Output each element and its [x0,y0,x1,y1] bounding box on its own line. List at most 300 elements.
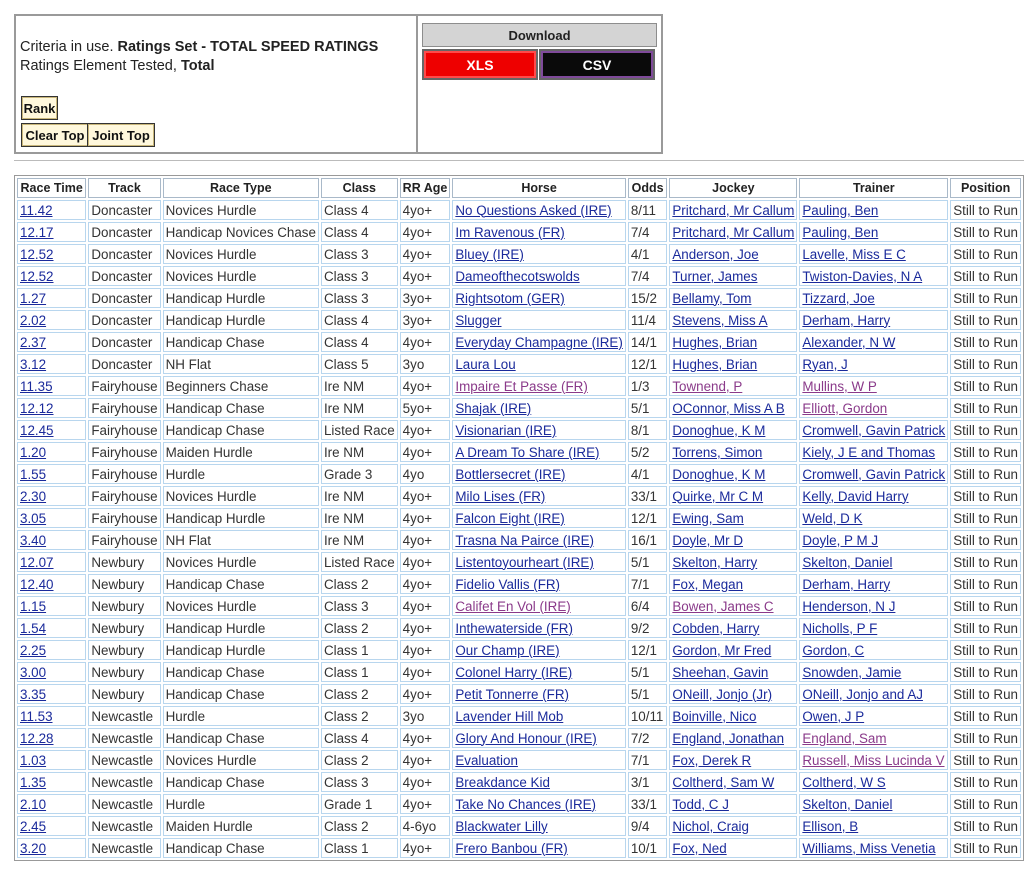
trainer-link[interactable]: England, Sam [802,730,887,746]
track-text: Doncaster [91,356,153,372]
race-time-link[interactable]: 3.12 [20,356,47,372]
cell-position [950,552,1021,572]
trainer-link[interactable]: Tizzard, Joe [802,290,875,306]
cell-race-time[interactable] [17,310,86,330]
trainer-link[interactable]: Derham, Harry [802,576,891,592]
rr-age-text: 4yo+ [402,444,433,460]
horse-link[interactable]: Dameofthecotswolds [455,268,580,284]
race-time-link[interactable]: 12.28 [20,730,54,746]
xls-download-button[interactable]: XLS [422,49,538,80]
trainer-link[interactable]: Kelly, David Harry [802,488,909,504]
cell-jockey[interactable] [669,618,797,638]
cell-trainer[interactable] [799,794,948,814]
trainer-link[interactable]: Ellison, B [802,818,859,834]
cell-jockey[interactable] [669,684,797,704]
position-text: Still to Run [953,818,1018,834]
cell-horse[interactable] [452,398,625,418]
race-time-link[interactable]: 1.35 [20,774,47,790]
jockey-link[interactable]: Pritchard, Mr Callum [672,224,795,240]
trainer-link[interactable]: Lavelle, Miss E C [802,246,906,262]
horse-link[interactable]: Petit Tonnerre (FR) [455,686,569,702]
table-row [17,552,1021,572]
cell-trainer[interactable] [799,596,948,616]
cell-race-time[interactable] [17,794,86,814]
position-text: Still to Run [953,224,1018,240]
cell-trainer[interactable] [799,354,948,374]
cell-trainer[interactable] [799,486,948,506]
odds-text: 5/2 [630,444,650,460]
results-table [14,175,1024,861]
cell-jockey[interactable] [669,574,797,594]
trainer-link[interactable]: Skelton, Daniel [802,554,893,570]
cell-race-type [163,222,319,242]
cell-race-type [163,398,319,418]
race-time-link[interactable]: 11.53 [20,708,53,724]
track-text: Newbury [91,664,145,680]
cell-trainer[interactable] [799,442,948,462]
race-time-link[interactable]: 1.20 [20,444,47,460]
cell-race-time[interactable] [17,684,86,704]
horse-link[interactable]: Falcon Eight (IRE) [455,510,565,526]
cell-class [321,376,398,396]
cell-class [321,420,398,440]
race-time-link[interactable]: 1.27 [20,290,47,306]
cell-race-time[interactable] [17,640,86,660]
jockey-link[interactable]: Cobden, Harry [672,620,760,636]
race-type-text: Novices Hurdle [165,554,257,570]
race-time-link[interactable]: 11.35 [20,378,53,394]
cell-jockey[interactable] [669,420,797,440]
track-text: Doncaster [91,268,153,284]
cell-jockey[interactable] [669,354,797,374]
cell-race-time[interactable] [17,244,86,264]
class-text: Class 2 [323,686,369,702]
cell-jockey[interactable] [669,508,797,528]
table-row [17,420,1021,440]
trainer-link[interactable]: Ryan, J [802,356,848,372]
race-time-link[interactable]: 1.55 [20,466,47,482]
horse-link[interactable]: Take No Chances (IRE) [455,796,597,812]
jockey-link[interactable]: Donoghue, K M [672,466,766,482]
jockey-link[interactable]: Todd, C J [672,796,729,812]
cell-race-time[interactable] [17,486,86,506]
class-text: Class 4 [323,334,369,350]
cell-horse[interactable] [452,706,625,726]
cell-horse[interactable] [452,310,625,330]
horse-link[interactable]: Slugger [455,312,502,328]
cell-track [88,354,160,374]
jockey-link[interactable]: Gordon, Mr Fred [672,642,772,658]
cell-trainer[interactable] [799,772,948,792]
cell-horse[interactable] [452,816,625,836]
race-time-link[interactable]: 1.03 [20,752,47,768]
cell-horse[interactable] [452,266,625,286]
horse-link[interactable]: Evaluation [455,752,518,768]
cell-race-time[interactable] [17,530,86,550]
cell-jockey[interactable] [669,222,797,242]
jockey-link[interactable]: Donoghue, K M [672,422,766,438]
jockey-link[interactable]: Torrens, Simon [672,444,763,460]
race-time-link[interactable]: 3.05 [20,510,47,526]
horse-link[interactable]: Everyday Champagne (IRE) [455,334,623,350]
race-time-link[interactable]: 1.15 [20,598,47,614]
cell-class [321,596,398,616]
horse-link[interactable]: Bottlersecret (IRE) [455,466,566,482]
cell-jockey[interactable] [669,486,797,506]
cell-horse[interactable] [452,574,625,594]
rr-age-text: 4yo+ [402,664,433,680]
race-time-link[interactable]: 3.35 [20,686,47,702]
cell-jockey[interactable] [669,200,797,220]
horse-link[interactable]: Blackwater Lilly [455,818,548,834]
horse-link[interactable]: Inthewaterside (FR) [455,620,573,636]
cell-race-time[interactable] [17,706,86,726]
cell-horse[interactable] [452,530,625,550]
table-row [17,838,1021,858]
cell-horse[interactable] [452,684,625,704]
horse-link[interactable]: Our Champ (IRE) [455,642,560,658]
cell-horse[interactable] [452,420,625,440]
class-text: Ire NM [323,532,365,548]
trainer-link[interactable]: Weld, D K [802,510,863,526]
cell-trainer[interactable] [799,420,948,440]
cell-horse[interactable] [452,486,625,506]
jockey-link[interactable]: Bellamy, Tom [672,290,752,306]
cell-trainer[interactable] [799,376,948,396]
race-time-link[interactable]: 1.54 [20,620,47,636]
cell-race-time[interactable] [17,200,86,220]
cell-trainer[interactable] [799,288,948,308]
cell-track [88,310,160,330]
cell-race-time[interactable] [17,618,86,638]
race-time-link[interactable]: 3.00 [20,664,47,680]
horse-link[interactable]: No Questions Asked (IRE) [455,202,612,218]
trainer-link[interactable]: Pauling, Ben [802,202,879,218]
cell-trainer[interactable] [799,750,948,770]
cell-race-time[interactable] [17,442,86,462]
cell-jockey[interactable] [669,706,797,726]
trainer-link[interactable]: Owen, J P [802,708,865,724]
cell-horse[interactable] [452,442,625,462]
horse-link[interactable]: Lavender Hill Mob [455,708,564,724]
joint-top-button[interactable]: Joint Top [87,123,155,147]
horse-link[interactable]: Trasna Na Pairce (IRE) [455,532,595,548]
jockey-link[interactable]: Turner, James [672,268,758,284]
horse-link[interactable]: Bluey (IRE) [455,246,524,262]
trainer-link[interactable]: Snowden, Jamie [802,664,902,680]
race-time-link[interactable]: 12.52 [20,268,54,284]
cell-jockey[interactable] [669,442,797,462]
cell-jockey[interactable] [669,310,797,330]
cell-race-time[interactable] [17,332,86,352]
rr-age-text: 4yo+ [402,576,433,592]
cell-trainer[interactable] [799,662,948,682]
cell-jockey[interactable] [669,332,797,352]
race-time-link[interactable]: 12.17 [20,224,54,240]
cell-jockey[interactable] [669,640,797,660]
trainer-link[interactable]: Twiston-Davies, N A [802,268,923,284]
cell-odds [628,354,668,374]
race-time-link[interactable]: 2.45 [20,818,47,834]
jockey-link[interactable]: OConnor, Miss A B [672,400,785,416]
horse-link[interactable]: A Dream To Share (IRE) [455,444,600,460]
cell-trainer[interactable] [799,838,948,858]
cell-trainer[interactable] [799,508,948,528]
jockey-link[interactable]: Hughes, Brian [672,334,758,350]
horse-link[interactable]: Breakdance Kid [455,774,550,790]
cell-trainer[interactable] [799,200,948,220]
cell-jockey[interactable] [669,772,797,792]
cell-race-time[interactable] [17,838,86,858]
table-row [17,398,1021,418]
jockey-link[interactable]: ONeill, Jonjo (Jr) [672,686,773,702]
trainer-link[interactable]: Pauling, Ben [802,224,879,240]
horse-link[interactable]: Rightsotom (GER) [455,290,565,306]
cell-trainer[interactable] [799,618,948,638]
race-time-link[interactable]: 12.40 [20,576,54,592]
race-time-link[interactable]: 3.20 [20,840,47,856]
trainer-link[interactable]: Elliott, Gordon [802,400,888,416]
cell-jockey[interactable] [669,750,797,770]
cell-race-time[interactable] [17,266,86,286]
cell-jockey[interactable] [669,816,797,836]
cell-class [321,794,398,814]
cell-horse[interactable] [452,288,625,308]
cell-jockey[interactable] [669,794,797,814]
position-text: Still to Run [953,620,1018,636]
trainer-link[interactable]: Derham, Harry [802,312,891,328]
cell-horse[interactable] [452,794,625,814]
cell-trainer[interactable] [799,310,948,330]
cell-odds [628,794,668,814]
race-time-link[interactable]: 12.07 [20,554,54,570]
odds-text: 33/1 [630,796,657,812]
trainer-link[interactable]: Skelton, Daniel [802,796,893,812]
rr-age-text: 4yo+ [402,378,433,394]
jockey-link[interactable]: Bowen, James C [672,598,774,614]
horse-link[interactable]: Im Ravenous (FR) [455,224,565,240]
track-text: Fairyhouse [91,422,158,438]
position-text: Still to Run [953,378,1018,394]
cell-trainer[interactable] [799,398,948,418]
jockey-link[interactable]: Coltherd, Sam W [672,774,775,790]
cell-race-time[interactable] [17,772,86,792]
rr-age-text: 4yo+ [402,686,433,702]
race-time-link[interactable]: 2.37 [20,334,47,350]
cell-horse[interactable] [452,838,625,858]
cell-jockey[interactable] [669,398,797,418]
trainer-link[interactable]: Alexander, N W [802,334,896,350]
trainer-link[interactable]: Doyle, P M J [802,532,879,548]
cell-horse[interactable] [452,200,625,220]
race-time-link[interactable]: 2.30 [20,488,47,504]
race-time-link[interactable]: 11.42 [20,202,53,218]
cell-race-time[interactable] [17,662,86,682]
horse-link[interactable]: Califet En Vol (IRE) [455,598,571,614]
cell-horse[interactable] [452,552,625,572]
jockey-link[interactable]: Quirke, Mr C M [672,488,764,504]
class-text: Class 4 [323,730,369,746]
cell-jockey[interactable] [669,596,797,616]
cell-race-time[interactable] [17,750,86,770]
col-odds: Odds [628,178,668,198]
race-time-link[interactable]: 2.10 [20,796,47,812]
cell-race-time[interactable] [17,420,86,440]
cell-trainer[interactable] [799,530,948,550]
trainer-link[interactable]: Cromwell, Gavin Patrick [802,466,946,482]
jockey-link[interactable]: Fox, Derek R [672,752,752,768]
horse-link[interactable]: Shajak (IRE) [455,400,532,416]
cell-trainer[interactable] [799,684,948,704]
jockey-link[interactable]: Anderson, Joe [672,246,759,262]
cell-race-time[interactable] [17,222,86,242]
trainer-link[interactable]: Russell, Miss Lucinda V [802,752,945,768]
cell-trainer[interactable] [799,816,948,836]
horse-link[interactable]: Impaire Et Passe (FR) [455,378,588,394]
jockey-link[interactable]: Ewing, Sam [672,510,744,526]
horse-link[interactable]: Fidelio Vallis (FR) [455,576,561,592]
cell-race-time[interactable] [17,574,86,594]
cell-jockey[interactable] [669,838,797,858]
race-time-link[interactable]: 12.52 [20,246,54,262]
cell-race-time[interactable] [17,816,86,836]
jockey-link[interactable]: Boinville, Nico [672,708,757,724]
horse-link[interactable]: Glory And Honour (IRE) [455,730,597,746]
race-time-link[interactable]: 2.25 [20,642,47,658]
cell-race-time[interactable] [17,728,86,748]
cell-jockey[interactable] [669,464,797,484]
cell-horse[interactable] [452,332,625,352]
cell-race-time[interactable] [17,596,86,616]
cell-odds [628,244,668,264]
cell-horse[interactable] [452,662,625,682]
horse-link[interactable]: Laura Lou [455,356,516,372]
jockey-link[interactable]: Stevens, Miss A [672,312,768,328]
cell-horse[interactable] [452,596,625,616]
jockey-link[interactable]: Skelton, Harry [672,554,758,570]
jockey-link[interactable]: Nichol, Craig [672,818,749,834]
jockey-link[interactable]: Fox, Ned [672,840,727,856]
trainer-link[interactable]: Mullins, W P [802,378,877,394]
cell-race-type [163,640,319,660]
rr-age-text: 4yo+ [402,620,433,636]
track-text: Newbury [91,598,145,614]
trainer-link[interactable]: ONeill, Jonjo and AJ [802,686,923,702]
cell-race-time[interactable] [17,288,86,308]
cell-trainer[interactable] [799,706,948,726]
rank-button[interactable]: Rank [21,96,58,120]
cell-jockey[interactable] [669,530,797,550]
cell-rr-age [400,354,451,374]
race-time-link[interactable]: 12.12 [20,400,54,416]
cell-horse[interactable] [452,222,625,242]
cell-race-time[interactable] [17,354,86,374]
cell-trainer[interactable] [799,574,948,594]
cell-class [321,398,398,418]
jockey-link[interactable]: England, Jonathan [672,730,785,746]
cell-horse[interactable] [452,772,625,792]
cell-jockey[interactable] [669,288,797,308]
track-text: Fairyhouse [91,400,158,416]
rr-age-text: 4yo+ [402,774,433,790]
cell-horse[interactable] [452,618,625,638]
cell-odds [628,508,668,528]
cell-race-time[interactable] [17,552,86,572]
cell-jockey[interactable] [669,728,797,748]
jockey-link[interactable]: Townend, P [672,378,743,394]
jockey-link[interactable]: Doyle, Mr D [672,532,744,548]
trainer-link[interactable]: Kiely, J E and Thomas [802,444,936,460]
cell-horse[interactable] [452,464,625,484]
track-text: Newcastle [91,708,154,724]
jockey-link[interactable]: Fox, Megan [672,576,744,592]
jockey-link[interactable]: Sheehan, Gavin [672,664,769,680]
cell-jockey[interactable] [669,244,797,264]
cell-trainer[interactable] [799,552,948,572]
cell-horse[interactable] [452,354,625,374]
horse-link[interactable]: Visionarian (IRE) [455,422,557,438]
cell-jockey[interactable] [669,376,797,396]
cell-race-time[interactable] [17,376,86,396]
jockey-link[interactable]: Hughes, Brian [672,356,758,372]
cell-track [88,574,160,594]
cell-horse[interactable] [452,640,625,660]
cell-horse[interactable] [452,244,625,264]
trainer-link[interactable]: Williams, Miss Venetia [802,840,936,856]
cell-jockey[interactable] [669,662,797,682]
cell-trainer[interactable] [799,266,948,286]
col-race-time: Race Time [17,178,86,198]
cell-race-time[interactable] [17,508,86,528]
horse-link[interactable]: Colonel Harry (IRE) [455,664,573,680]
trainer-link[interactable]: Nicholls, P F [802,620,878,636]
jockey-link[interactable]: Pritchard, Mr Callum [672,202,795,218]
cell-odds [628,662,668,682]
cell-race-time[interactable] [17,398,86,418]
horse-link[interactable]: Frero Banbou (FR) [455,840,568,856]
race-time-link[interactable]: 12.45 [20,422,54,438]
cell-trainer[interactable] [799,640,948,660]
cell-trainer[interactable] [799,728,948,748]
cell-trainer[interactable] [799,332,948,352]
cell-jockey[interactable] [669,552,797,572]
cell-track [88,728,160,748]
cell-horse[interactable] [452,750,625,770]
cell-trainer[interactable] [799,244,948,264]
trainer-link[interactable]: Cromwell, Gavin Patrick [802,422,946,438]
rr-age-text: 3yo [402,708,425,724]
cell-horse[interactable] [452,508,625,528]
class-text: Class 2 [323,752,369,768]
cell-horse[interactable] [452,728,625,748]
trainer-link[interactable]: Henderson, N J [802,598,896,614]
cell-trainer[interactable] [799,222,948,242]
cell-trainer[interactable] [799,464,948,484]
horse-link[interactable]: Milo Lises (FR) [455,488,546,504]
race-time-link[interactable]: 2.02 [20,312,47,328]
race-time-link[interactable]: 3.40 [20,532,47,548]
csv-download-button[interactable]: CSV [539,49,655,80]
clear-top-button[interactable]: Clear Top [21,123,89,147]
cell-race-time[interactable] [17,464,86,484]
position-text: Still to Run [953,532,1018,548]
cell-race-type [163,618,319,638]
horse-link[interactable]: Listentoyourheart (IRE) [455,554,594,570]
cell-jockey[interactable] [669,266,797,286]
cell-horse[interactable] [452,376,625,396]
trainer-link[interactable]: Gordon, C [802,642,865,658]
trainer-link[interactable]: Coltherd, W S [802,774,886,790]
